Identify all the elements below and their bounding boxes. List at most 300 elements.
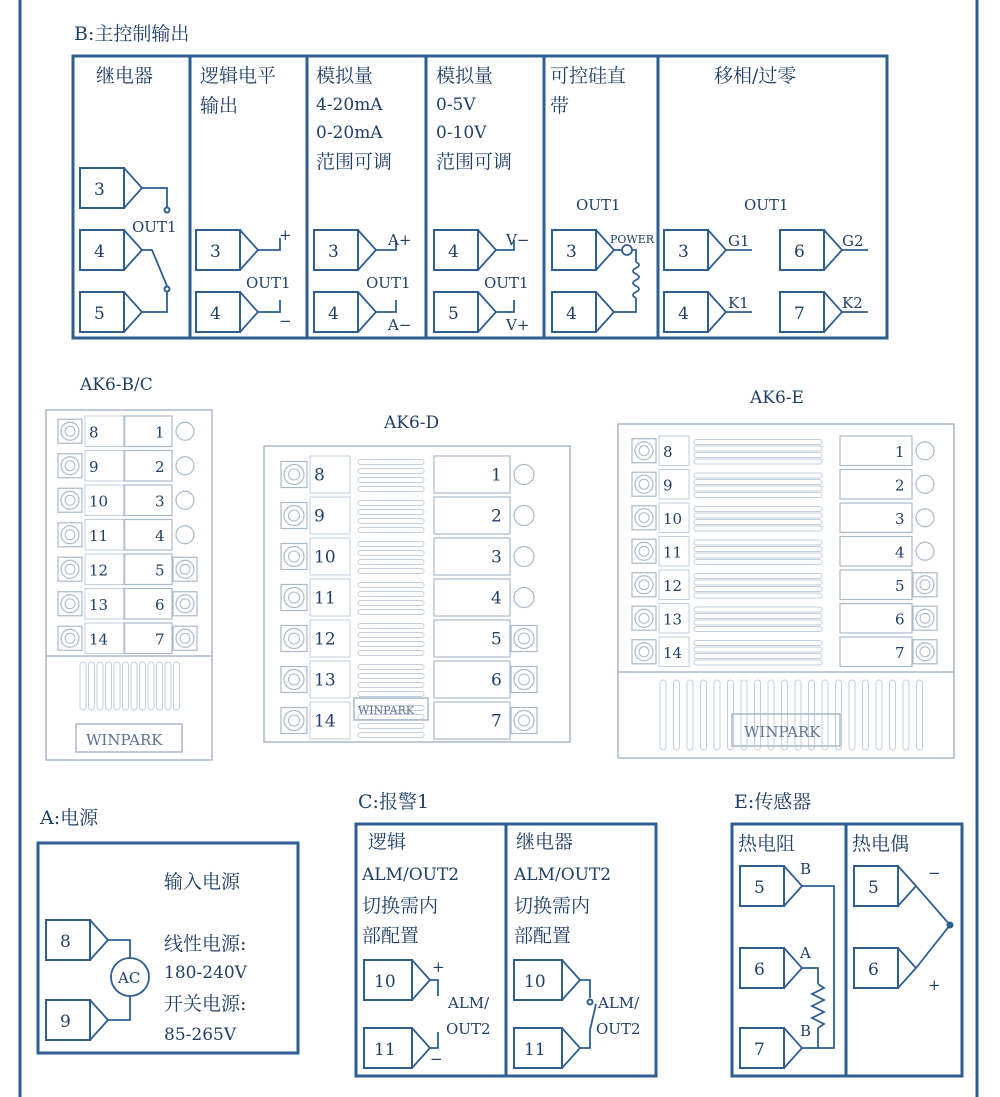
screw-head-icon bbox=[639, 479, 649, 489]
terminal-number: 11 bbox=[663, 543, 683, 562]
analog-ma-label-4: 范围可调 bbox=[316, 151, 393, 173]
vent-slot bbox=[358, 624, 424, 629]
logic-label-2: 输出 bbox=[200, 95, 239, 117]
screw-head-icon bbox=[920, 647, 930, 657]
terminal-number: 2 bbox=[491, 506, 502, 527]
terminal-number: 5 bbox=[895, 576, 905, 595]
terminal-label: 6 bbox=[754, 960, 765, 980]
vent-slot bbox=[97, 662, 103, 710]
screw-housing bbox=[281, 544, 307, 570]
terminal-label: 4 bbox=[328, 304, 339, 324]
screw-head-icon bbox=[289, 592, 300, 603]
sensor-rtd-b1: B bbox=[800, 860, 812, 878]
terminal-label: 4 bbox=[94, 242, 105, 262]
vent-slot bbox=[148, 662, 154, 710]
terminal-number: 5 bbox=[491, 629, 502, 650]
alarm-logic-line-2: 切换需内 bbox=[362, 895, 439, 917]
screw-icon bbox=[635, 475, 653, 493]
terminal-number: 10 bbox=[89, 492, 109, 511]
section-b-title: B:主控制输出 bbox=[74, 23, 190, 45]
d-right-terminals bbox=[434, 456, 537, 739]
e-slots bbox=[694, 440, 822, 666]
screw-head-icon bbox=[639, 513, 649, 523]
sensor-tc-label: 热电偶 bbox=[852, 833, 910, 855]
vent-slot bbox=[358, 510, 424, 515]
vent-slot bbox=[358, 642, 424, 647]
vent-slot bbox=[358, 610, 424, 615]
terminal-label: 5 bbox=[448, 304, 459, 324]
socket-icon bbox=[176, 457, 194, 475]
model-bc-title: AK6-B/C bbox=[80, 375, 153, 395]
bc-left-terminals bbox=[58, 416, 125, 654]
terminal-label: 10 bbox=[524, 972, 546, 992]
terminal-number: 7 bbox=[895, 643, 905, 662]
vent-slot bbox=[694, 660, 822, 665]
relay-out-label: OUT1 bbox=[132, 218, 177, 236]
screw-icon bbox=[284, 465, 304, 485]
screw-icon bbox=[635, 576, 653, 594]
terminal-number: 9 bbox=[314, 506, 325, 527]
terminal-label: 5 bbox=[94, 304, 105, 324]
alarm-relay-line-2: 切换需内 bbox=[514, 895, 591, 917]
vent-slot bbox=[694, 440, 822, 445]
analog-v-label-3: 0-10V bbox=[436, 123, 487, 143]
terminal-number: 8 bbox=[89, 423, 99, 442]
phase-k1: K1 bbox=[728, 294, 749, 312]
alarm-logic-out-2: OUT2 bbox=[446, 1020, 491, 1038]
socket-icon bbox=[916, 442, 934, 460]
screw-icon bbox=[635, 643, 653, 661]
terminal-number: 3 bbox=[491, 547, 502, 568]
alarm-logic-out-1: ALM/ bbox=[448, 994, 490, 1012]
screw-head-icon bbox=[519, 674, 530, 685]
terminal-label: 5 bbox=[868, 878, 879, 898]
scr-output bbox=[550, 65, 655, 332]
terminal-number: 2 bbox=[895, 476, 905, 495]
power-ac-label: AC bbox=[118, 969, 141, 987]
vent-slot bbox=[358, 528, 424, 533]
vent-slot bbox=[694, 553, 822, 558]
socket-icon bbox=[176, 422, 194, 440]
vent-slot bbox=[694, 607, 822, 612]
screw-icon bbox=[916, 643, 934, 661]
screw-icon bbox=[284, 711, 304, 731]
e-left-terminals bbox=[632, 436, 689, 667]
vent-slot bbox=[694, 507, 822, 512]
phase-g1: G1 bbox=[728, 232, 750, 250]
vent-slot bbox=[358, 501, 424, 506]
socket-icon bbox=[514, 506, 534, 526]
screw-icon bbox=[284, 670, 304, 690]
analog-v-label-1: 模拟量 bbox=[436, 65, 494, 87]
screw-icon bbox=[176, 595, 194, 613]
screw-head-icon bbox=[65, 461, 75, 471]
screw-head-icon bbox=[289, 715, 300, 726]
vent-slot bbox=[890, 680, 896, 750]
socket-icon bbox=[916, 475, 934, 493]
terminal-number: 13 bbox=[89, 595, 109, 614]
vent-slot bbox=[701, 680, 707, 750]
phase-g2: G2 bbox=[842, 232, 864, 250]
vent-slot bbox=[694, 459, 822, 464]
vent-slot bbox=[358, 674, 424, 679]
screw-icon bbox=[514, 711, 534, 731]
screw-head-icon bbox=[180, 633, 190, 643]
screw-head-icon bbox=[289, 469, 300, 480]
vent-slot bbox=[917, 680, 923, 750]
alarm-logic-minus: − bbox=[430, 1050, 443, 1068]
scr-label-2: 带 bbox=[550, 95, 570, 117]
section-a-title: A:电源 bbox=[40, 807, 99, 829]
terminal-number: 1 bbox=[491, 465, 502, 486]
screw-icon bbox=[61, 422, 79, 440]
sensor-rtd-label: 热电阻 bbox=[738, 833, 796, 855]
screw-housing bbox=[511, 626, 537, 652]
screw-icon bbox=[61, 491, 79, 509]
terminal-number: 12 bbox=[663, 576, 683, 595]
vent-slot bbox=[660, 680, 666, 750]
model-e-brand: WINPARK bbox=[744, 723, 821, 741]
terminal-label: 11 bbox=[374, 1040, 396, 1060]
terminal-label: 3 bbox=[210, 242, 221, 262]
terminal-label: 3 bbox=[328, 242, 339, 262]
analog-ma-neg: A− bbox=[388, 316, 412, 334]
screw-icon bbox=[916, 609, 934, 627]
terminal-number: 4 bbox=[895, 543, 905, 562]
phase-label: 移相/过零 bbox=[714, 65, 797, 87]
analog-v-pos: V+ bbox=[506, 316, 530, 334]
alarm-relay-line-1: ALM/OUT2 bbox=[514, 865, 612, 885]
alarm-relay-label: 继电器 bbox=[516, 831, 574, 853]
terminal-number: 4 bbox=[491, 588, 502, 609]
terminal-number: 11 bbox=[314, 588, 336, 609]
vent-slot bbox=[358, 487, 424, 492]
screw-icon bbox=[61, 629, 79, 647]
screw-icon bbox=[284, 506, 304, 526]
vent-slot bbox=[694, 473, 822, 478]
screw-icon bbox=[284, 629, 304, 649]
socket-icon bbox=[916, 509, 934, 527]
screw-icon bbox=[61, 457, 79, 475]
terminal-number: 9 bbox=[663, 476, 673, 495]
power-linear-range: 180-240V bbox=[164, 963, 247, 983]
screw-housing bbox=[281, 708, 307, 734]
vent-slot bbox=[358, 633, 424, 638]
screw-head-icon bbox=[920, 613, 930, 623]
vent-slot bbox=[694, 453, 822, 458]
vent-slot bbox=[358, 519, 424, 524]
logic-out-label: OUT1 bbox=[246, 274, 291, 292]
socket-icon bbox=[514, 465, 534, 485]
scr-power-label: POWER bbox=[610, 233, 655, 246]
vent-slot bbox=[131, 662, 137, 710]
screw-housing bbox=[281, 667, 307, 693]
phase-out-label: OUT1 bbox=[744, 196, 789, 214]
vent-slot bbox=[694, 647, 822, 652]
vent-slot bbox=[694, 513, 822, 518]
terminal-cell bbox=[124, 623, 172, 654]
vent-slot bbox=[694, 486, 822, 491]
terminal-label: 10 bbox=[374, 972, 396, 992]
screw-icon bbox=[61, 595, 79, 613]
vent-slot bbox=[694, 620, 822, 625]
vent-slot bbox=[876, 680, 882, 750]
terminal-label: 7 bbox=[754, 1040, 765, 1060]
relay-label: 继电器 bbox=[96, 65, 154, 87]
alarm-relay-line-3: 部配置 bbox=[514, 925, 572, 947]
vent-slot bbox=[358, 478, 424, 483]
alarm-relay-out-2: OUT2 bbox=[596, 1020, 641, 1038]
screw-icon bbox=[284, 547, 304, 567]
screw-head-icon bbox=[180, 564, 190, 574]
analog-v-label-4: 范围可调 bbox=[436, 151, 513, 173]
screw-icon bbox=[916, 576, 934, 594]
model-d-brand: WINPARK bbox=[358, 704, 415, 717]
vent-slot bbox=[358, 583, 424, 588]
screw-icon bbox=[176, 629, 194, 647]
screw-icon bbox=[514, 629, 534, 649]
terminal-number: 7 bbox=[155, 630, 165, 649]
socket-icon bbox=[514, 547, 534, 567]
screw-housing bbox=[511, 667, 537, 693]
screw-head-icon bbox=[65, 633, 75, 643]
vent-slot bbox=[694, 641, 822, 646]
section-e-sensor bbox=[732, 790, 962, 1076]
terminal-label: 4 bbox=[566, 304, 577, 324]
vent-slot bbox=[165, 662, 171, 710]
scr-out-label: OUT1 bbox=[576, 196, 621, 214]
terminal-number: 2 bbox=[155, 457, 165, 476]
terminal-cell bbox=[124, 416, 172, 447]
model-ak6-e bbox=[618, 388, 954, 758]
terminal-label: 4 bbox=[448, 242, 459, 262]
vent-slot bbox=[694, 560, 822, 565]
relay-output bbox=[80, 65, 177, 332]
vent-slot bbox=[822, 680, 828, 750]
terminal-number: 9 bbox=[89, 457, 99, 476]
vent-slot bbox=[694, 587, 822, 592]
sensor-rtd-a: A bbox=[800, 944, 811, 962]
terminal-number: 10 bbox=[663, 509, 683, 528]
vent-slot bbox=[358, 601, 424, 606]
screw-head-icon bbox=[65, 495, 75, 505]
socket-icon bbox=[514, 588, 534, 608]
vent-slot bbox=[358, 665, 424, 670]
terminal-cell bbox=[124, 520, 172, 551]
vent-slot bbox=[694, 493, 822, 498]
terminal-number: 6 bbox=[155, 595, 165, 614]
terminal-label: 5 bbox=[754, 878, 765, 898]
vent-slot bbox=[694, 520, 822, 525]
vent-slot bbox=[694, 574, 822, 579]
section-c-title: C:报警1 bbox=[358, 791, 430, 813]
analog-ma-output bbox=[314, 65, 411, 334]
screw-head-icon bbox=[639, 613, 649, 623]
screw-housing bbox=[281, 503, 307, 529]
logic-output bbox=[196, 65, 292, 332]
terminal-number: 14 bbox=[314, 711, 336, 732]
vent-slot bbox=[358, 542, 424, 547]
terminal-number: 13 bbox=[663, 610, 683, 629]
screw-head-icon bbox=[639, 647, 649, 657]
terminal-number: 6 bbox=[491, 670, 502, 691]
section-c-alarm bbox=[356, 791, 656, 1076]
sensor-tc-minus: − bbox=[928, 864, 941, 882]
vent-slot bbox=[358, 692, 424, 697]
power-switching-range: 85-265V bbox=[164, 1025, 237, 1045]
vent-slot bbox=[358, 569, 424, 574]
vent-slot bbox=[849, 680, 855, 750]
terminal-label: 6 bbox=[868, 960, 879, 980]
vent-slot bbox=[694, 614, 822, 619]
terminal-number: 4 bbox=[155, 526, 165, 545]
alarm-logic-line-3: 部配置 bbox=[362, 925, 420, 947]
model-ak6-bc bbox=[46, 375, 212, 760]
e-right-terminals bbox=[840, 436, 937, 667]
terminal-cell bbox=[124, 451, 172, 482]
terminal-label: 3 bbox=[94, 180, 105, 200]
model-bc-brand: WINPARK bbox=[86, 731, 163, 749]
terminal-number: 11 bbox=[89, 526, 109, 545]
terminal-number: 1 bbox=[895, 442, 905, 461]
vent-slot bbox=[694, 547, 822, 552]
terminal-label: 9 bbox=[60, 1012, 71, 1032]
analog-ma-label-2: 4-20mA bbox=[316, 95, 383, 115]
terminal-cell bbox=[124, 589, 172, 620]
vent-slot bbox=[694, 627, 822, 632]
analog-ma-pos: A+ bbox=[388, 231, 412, 249]
terminal-number: 1 bbox=[155, 423, 165, 442]
alarm-logic-plus: + bbox=[432, 958, 445, 976]
vent-slot bbox=[157, 662, 163, 710]
model-d-title: AK6-D bbox=[384, 413, 440, 433]
sensor-tc-plus: + bbox=[928, 976, 941, 994]
screw-head-icon bbox=[639, 546, 649, 556]
terminal-label: 7 bbox=[794, 304, 805, 324]
screw-head-icon bbox=[639, 446, 649, 456]
vent-slot bbox=[358, 724, 424, 729]
socket-icon bbox=[176, 491, 194, 509]
vent-slot bbox=[358, 551, 424, 556]
vent-slot bbox=[140, 662, 146, 710]
bc-right-terminals bbox=[124, 416, 197, 654]
screw-head-icon bbox=[65, 564, 75, 574]
terminal-number: 6 bbox=[895, 610, 905, 629]
vent-slot bbox=[694, 480, 822, 485]
logic-plus: + bbox=[279, 226, 292, 244]
power-linear-label: 线性电源: bbox=[164, 933, 247, 955]
d-left-terminals bbox=[281, 456, 350, 739]
d-slots bbox=[358, 460, 424, 738]
terminal-label: 3 bbox=[678, 242, 689, 262]
alarm-logic-label: 逻辑 bbox=[368, 831, 407, 853]
terminal-cell bbox=[124, 485, 172, 516]
screw-head-icon bbox=[289, 510, 300, 521]
model-ak6-d bbox=[264, 413, 570, 742]
screw-housing bbox=[511, 708, 537, 734]
terminal-number: 3 bbox=[895, 509, 905, 528]
alarm-relay-out-1: ALM/ bbox=[598, 994, 640, 1012]
vent-slot bbox=[89, 662, 95, 710]
vent-slot bbox=[674, 680, 680, 750]
vent-slot bbox=[80, 662, 86, 710]
vent-slot bbox=[903, 680, 909, 750]
terminal-label: 4 bbox=[210, 304, 221, 324]
analog-ma-label-1: 模拟量 bbox=[316, 65, 374, 87]
vent-slot bbox=[114, 662, 120, 710]
terminal-number: 14 bbox=[663, 643, 683, 662]
screw-head-icon bbox=[289, 674, 300, 685]
vent-slot bbox=[694, 580, 822, 585]
vent-slot bbox=[358, 560, 424, 565]
vent-slot bbox=[358, 469, 424, 474]
screw-head-icon bbox=[289, 551, 300, 562]
vent-slot bbox=[714, 680, 720, 750]
power-input-label: 输入电源 bbox=[164, 871, 241, 893]
terminal-cell bbox=[124, 554, 172, 585]
phase-output bbox=[664, 65, 868, 332]
screw-head-icon bbox=[65, 530, 75, 540]
vent-slot bbox=[694, 446, 822, 451]
screw-icon bbox=[61, 560, 79, 578]
screw-head-icon bbox=[519, 715, 530, 726]
vent-slot bbox=[358, 592, 424, 597]
terminal-number: 5 bbox=[155, 561, 165, 580]
analog-ma-out-label: OUT1 bbox=[366, 274, 411, 292]
logic-label-1: 逻辑电平 bbox=[200, 65, 277, 87]
screw-icon bbox=[284, 588, 304, 608]
screw-head-icon bbox=[289, 633, 300, 644]
screw-housing bbox=[281, 626, 307, 652]
phase-k2: K2 bbox=[842, 294, 863, 312]
vent-slot bbox=[174, 662, 180, 710]
analog-v-output bbox=[434, 65, 529, 334]
vent-slot bbox=[358, 683, 424, 688]
screw-head-icon bbox=[180, 599, 190, 609]
analog-v-neg: V− bbox=[506, 231, 530, 249]
socket-icon bbox=[916, 542, 934, 560]
terminal-number: 8 bbox=[314, 465, 325, 486]
vent-slot bbox=[358, 460, 424, 465]
terminal-label: 4 bbox=[678, 304, 689, 324]
analog-ma-label-3: 0-20mA bbox=[316, 123, 383, 143]
terminal-number: 8 bbox=[663, 442, 673, 461]
socket-icon bbox=[176, 526, 194, 544]
section-e-title: E:传感器 bbox=[734, 791, 812, 813]
vent-slot bbox=[694, 540, 822, 545]
terminal-label: 6 bbox=[794, 242, 805, 262]
screw-icon bbox=[61, 526, 79, 544]
screw-icon bbox=[635, 609, 653, 627]
terminal-number: 14 bbox=[89, 630, 109, 649]
terminal-label: 11 bbox=[524, 1040, 546, 1060]
model-e-title: AK6-E bbox=[750, 388, 804, 408]
vent-slot bbox=[863, 680, 869, 750]
screw-head-icon bbox=[920, 580, 930, 590]
vent-slot bbox=[358, 733, 424, 738]
terminal-number: 13 bbox=[314, 670, 336, 691]
screw-head-icon bbox=[639, 580, 649, 590]
alarm-logic-line-1: ALM/OUT2 bbox=[362, 865, 460, 885]
screw-housing bbox=[281, 585, 307, 611]
bc-vents bbox=[80, 662, 180, 710]
screw-head-icon bbox=[65, 426, 75, 436]
scr-label-1: 可控硅直 bbox=[550, 65, 627, 87]
vent-slot bbox=[694, 526, 822, 531]
analog-v-out-label: OUT1 bbox=[484, 274, 529, 292]
sensor-rtd-b2: B bbox=[800, 1022, 812, 1040]
vent-slot bbox=[694, 654, 822, 659]
